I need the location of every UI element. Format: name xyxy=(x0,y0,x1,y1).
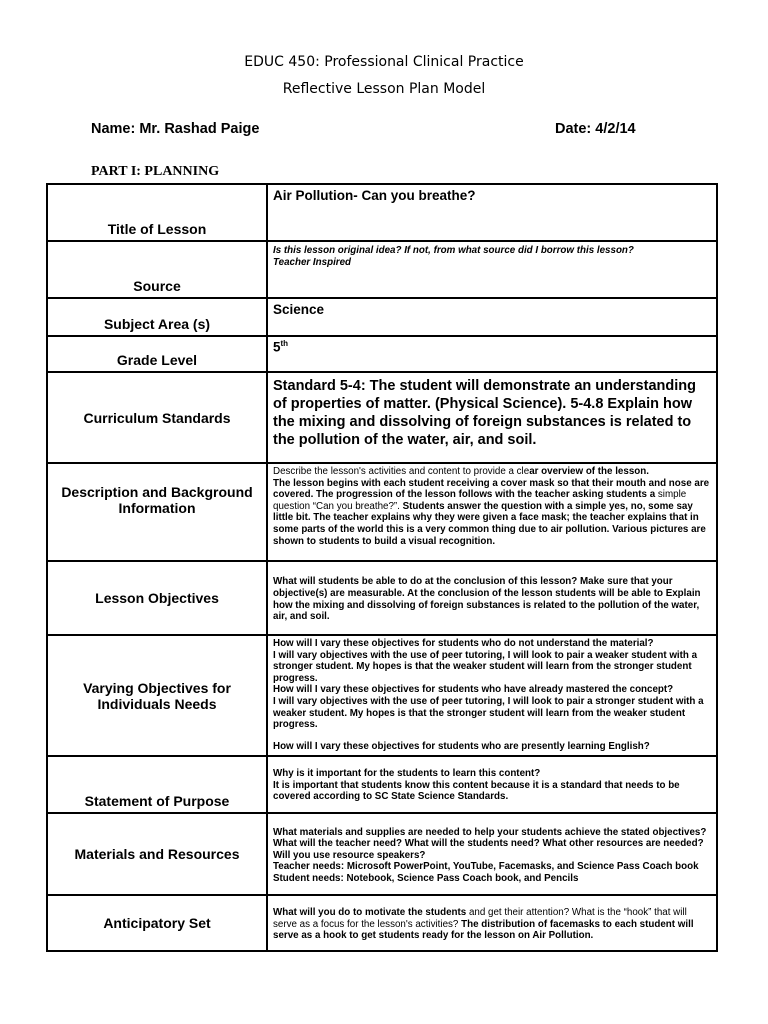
description-quote: simple question “Can you breathe?”. xyxy=(273,489,687,512)
description-text-2: Students answer the question with a simple yes, no, some say little bit. The teacher explains why they were given a face mask; the teacher explains that in some parts of the world this is a very common thing due to air pollution. Various pictures are shown to students to build a visual recognition. xyxy=(273,500,706,547)
objectives-value: What will students be able to do at the conclusion of this lesson? Make sure that your objective(s) are measurable. At the conclusion of the lesson students will be able to Explain how the mixing and dissolving of foreign substances is related to the pollution of the water, air, and soil. xyxy=(267,561,717,635)
materials-cell xyxy=(267,813,717,895)
description-prompt: Describe the lesson's activities and content to provide a cle xyxy=(273,466,530,477)
varying-a2: I will vary objectives with the use of peer tutoring, I will look to pair a stronger student with a weaker student. My hopes is that the stronger student will learn from the weaker student progress. xyxy=(273,695,704,731)
grade-label: Grade Level xyxy=(47,336,267,372)
anticipatory-answer: The distribution of facemasks to each student will serve as a hook to get students ready for the lesson on Air Pollution. xyxy=(273,918,694,942)
source-answer: Teacher Inspired xyxy=(273,256,352,268)
source-prompt: Is this lesson original idea? If not, from what source did I borrow this lesson? xyxy=(273,245,634,256)
anticipatory-q-bold: What will you do to motivate the students xyxy=(273,907,469,919)
course-title: EDUC 450: Professional Clinical Practice xyxy=(244,54,524,70)
row-standards xyxy=(47,372,717,463)
anticipatory-q-light: and get their attention? What is the “hook” that will serve as a focus for the lesson's activities? xyxy=(273,907,687,930)
standards-value: Standard 5-4: The student will demonstrate an understanding of properties of matter. (Physical Science). 5-4.8 Explain how the mixing and dissolving of foreign substances is related to the pollution of the water, air, and soil. xyxy=(267,372,717,463)
row-description xyxy=(47,463,717,561)
title-label: Title of Lesson xyxy=(47,184,267,241)
row-source xyxy=(47,241,717,298)
varying-q1: How will I vary these objectives for students who do not understand the material? xyxy=(273,638,654,649)
purpose-label: Statement of Purpose xyxy=(47,756,267,813)
varying-label: Varying Objectives for Individuals Needs xyxy=(47,635,267,756)
description-prompt-cont: ar overview of the lesson. xyxy=(529,466,649,477)
objectives-label: Lesson Objectives xyxy=(47,561,267,635)
lesson-date: Date: 4/2/14 xyxy=(555,121,636,137)
subject-label: Subject Area (s) xyxy=(47,298,267,336)
description-label: Description and Background Information xyxy=(47,463,267,561)
row-objectives xyxy=(47,561,717,635)
varying-q2: How will I vary these objectives for students who have already mastered the concept? xyxy=(273,684,674,696)
row-materials xyxy=(47,813,717,895)
materials-label: Materials and Resources xyxy=(47,813,267,895)
materials-student: Student needs: Notebook, Science Pass Coach book, and Pencils xyxy=(273,872,579,884)
varying-cell xyxy=(267,635,717,756)
part-heading: PART I: PLANNING xyxy=(91,164,220,179)
teacher-name: Name: Mr. Rashad Paige xyxy=(91,121,260,137)
varying-a1: I will vary objectives with the use of peer tutoring, I will look to pair a weaker student with a stronger student. My hopes is that the weaker student will learn from the stronger student progress. xyxy=(273,649,698,684)
source-label: Source xyxy=(47,241,267,298)
purpose-cell xyxy=(267,756,717,813)
standards-label: Curriculum Standards xyxy=(47,372,267,463)
subject-value: Science xyxy=(267,298,717,336)
grade-value-cell xyxy=(267,336,717,372)
lesson-plan-table xyxy=(46,183,718,952)
anticipatory-label: Anticipatory Set xyxy=(47,895,267,951)
varying-q3: How will I vary these objectives for students who are presently learning English? xyxy=(273,740,650,752)
description-text-1: The lesson begins with each student receiving a cover mask so that their mouth and nose are covered. The progression of the lesson follows with the teacher asking students a xyxy=(273,477,710,501)
purpose-question: Why is it important for the students to learn this content? xyxy=(273,768,541,779)
anticipatory-cell xyxy=(267,895,717,951)
document-subtitle: Reflective Lesson Plan Model xyxy=(282,81,486,97)
purpose-answer: It is important that students know this content because it is a standard that needs to be covered according to SC State Science Standards. xyxy=(273,779,680,803)
source-cell xyxy=(267,241,717,298)
row-anticipatory xyxy=(47,895,717,951)
row-purpose xyxy=(47,756,717,813)
row-subject xyxy=(47,298,717,336)
materials-teacher: Teacher needs: Microsoft PowerPoint, YouTube, Facemasks, and Science Pass Coach book xyxy=(273,861,699,873)
grade-suffix: th xyxy=(280,339,289,348)
row-grade xyxy=(47,336,717,372)
description-cell xyxy=(267,463,717,561)
title-value: Air Pollution- Can you breathe? xyxy=(267,184,717,241)
grade-value: 5 xyxy=(273,339,281,355)
materials-question: What materials and supplies are needed to help your students achieve the stated objectives? What will the teacher need? What will the students need? What other resources are needed? Will you use resource speakers? xyxy=(273,826,707,861)
row-varying xyxy=(47,635,717,756)
row-title xyxy=(47,184,717,241)
